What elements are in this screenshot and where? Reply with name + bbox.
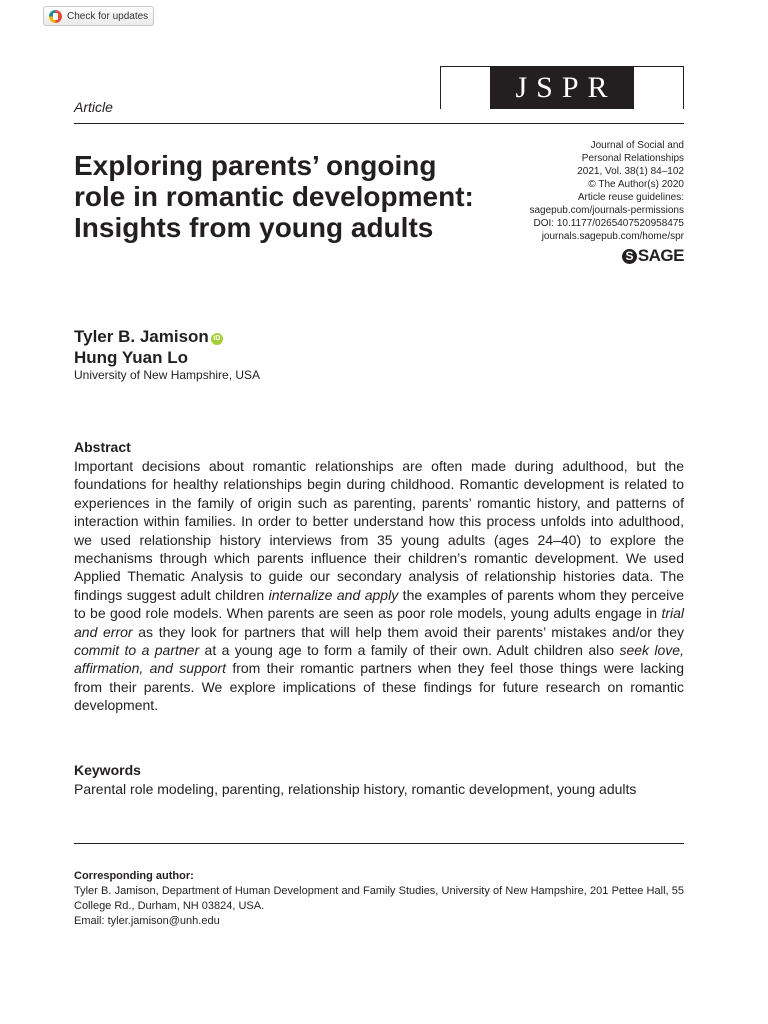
check-for-updates-button[interactable] xyxy=(43,6,154,26)
journal-home-link[interactable]: journals.sagepub.com/home/spr xyxy=(541,231,684,242)
abstract-emphasis: seek love, affirmation, and support xyxy=(74,642,684,677)
abstract-text-part: Important decisions about romantic relationships are often made during adulthood, but the foundations for healthy relationships begin during childhood. Romantic development is related to experiences in the family of origin such as parenting, parents’ romantic history, and patterns of interaction within families. In order to better understand how this process unfolds into adulthood, we used relationship history interviews from 35 young adults (ages 24–40) to explore the mechanisms through which parents influence their children’s romantic development. We used Applied Thematic Analysis to guide our secondary analysis of relationship histories data. The findings suggest adult children xyxy=(74,458,684,603)
sage-wordmark: SAGE xyxy=(637,246,684,265)
reuse-guidelines-label: Article reuse guidelines: xyxy=(577,192,684,203)
keywords-text: Parental role modeling, parenting, relationship history, romantic development, young adults xyxy=(74,781,637,797)
volume-info: 2021, Vol. 38(1) 84–102 xyxy=(577,166,684,177)
abstract-emphasis: commit to a partner xyxy=(74,642,200,659)
corresponding-author xyxy=(74,869,684,929)
header-rule xyxy=(74,123,684,124)
abstract-emphasis: internalize and apply xyxy=(268,586,399,603)
sage-logo xyxy=(622,246,684,266)
footnote-rule xyxy=(74,843,684,844)
abstract-heading: Abstract xyxy=(74,439,131,455)
doi[interactable]: DOI: 10.1177/0265407520958475 xyxy=(533,218,684,229)
journal-metadata xyxy=(444,139,684,243)
copyright: © The Author(s) 2020 xyxy=(588,179,684,190)
abstract-text xyxy=(74,457,684,715)
abstract-text-part: as they look for partners that will help them avoid their parents’ mistakes and/or they xyxy=(132,623,684,640)
corresponding-author-email[interactable]: Email: tyler.jamison@unh.edu xyxy=(74,915,220,927)
journal-name-line-1: Journal of Social and xyxy=(590,140,684,151)
abstract-text-part: the examples of parents whom they perceive to be good role models. When parents are seen as poor role models, young adults engage in xyxy=(74,586,685,622)
journal-name-line-2: Personal Relationships xyxy=(581,153,684,164)
abstract-emphasis: trial and error xyxy=(74,605,684,640)
abstract-text-part: from their romantic partners when they feel those things were lacking from their parents. We explore implications of these findings for future research on romantic development. xyxy=(74,660,684,714)
reuse-guidelines-link[interactable]: sagepub.com/journals-permissions xyxy=(529,205,684,216)
author-2 xyxy=(74,348,188,368)
sage-s-icon: S xyxy=(622,249,637,264)
article-title: Exploring parents’ ongoing role in romantic development: Insights from young adults xyxy=(74,150,474,243)
abstract-text-part: at a young age to form a family of their own. Adult children also xyxy=(199,642,620,659)
journal-logo: JSPR xyxy=(490,67,634,109)
author-1-name: Tyler B. Jamison xyxy=(74,327,209,346)
crossmark-icon xyxy=(49,10,62,23)
affiliation: University of New Hampshire, USA xyxy=(74,368,261,382)
article-type-label: Article xyxy=(74,99,113,115)
author-2-name: Hung Yuan Lo xyxy=(74,348,188,367)
keywords-heading: Keywords xyxy=(74,762,141,778)
check-for-updates-label: Check for updates xyxy=(67,10,149,22)
orcid-icon[interactable]: iD xyxy=(211,333,223,345)
corresponding-author-heading: Corresponding author: xyxy=(74,870,194,882)
corresponding-author-address: Tyler B. Jamison, Department of Human Development and Family Studies, University of New Hampshire, 201 Pettee Hall, 55 College Rd., Durham, NH 03824, USA. xyxy=(74,885,684,912)
author-1 xyxy=(74,327,223,347)
